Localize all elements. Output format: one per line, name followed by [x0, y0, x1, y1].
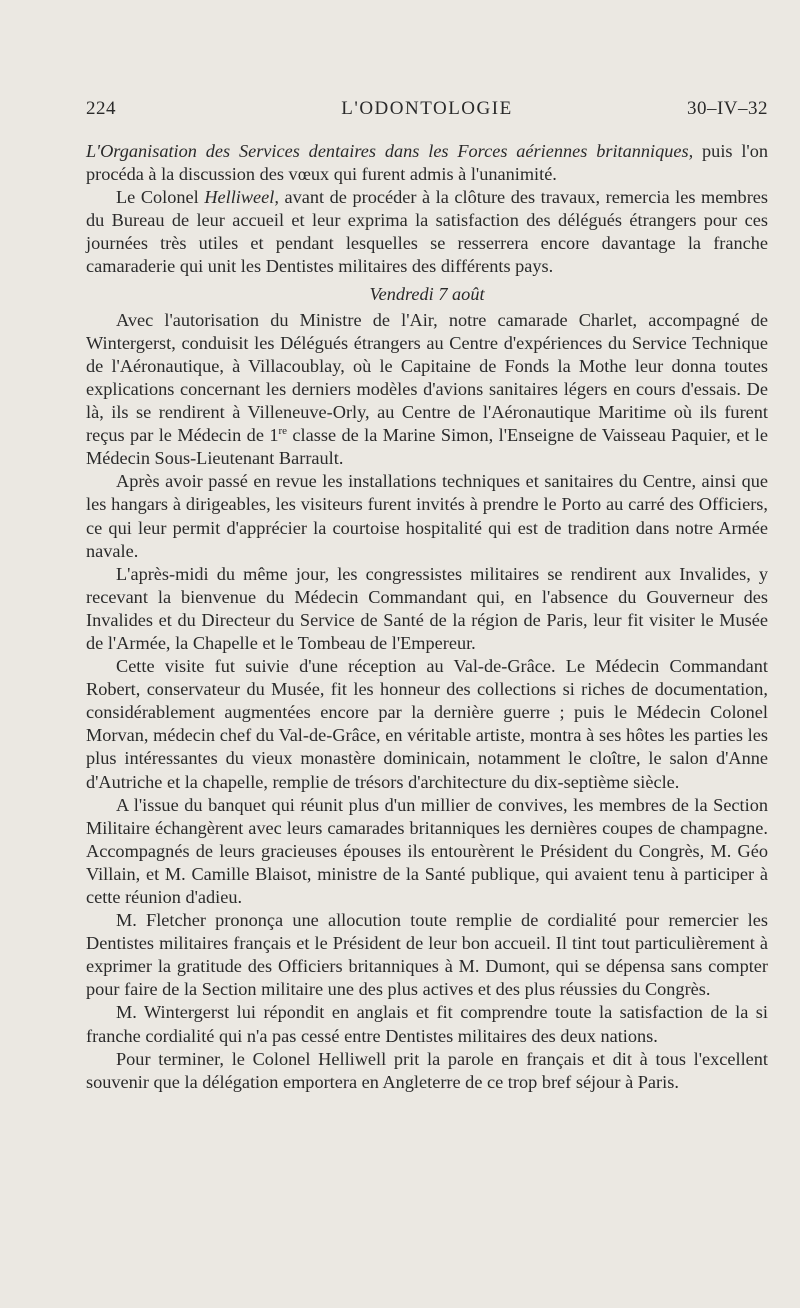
section-heading: Vendredi 7 août: [369, 283, 485, 304]
paragraph: L'après-midi du même jour, les congressistes militaires se rendirent aux Invalides, y recevant la bienvenue du Médecin Commandant qui, en l'absence du Gouverneur des Invalides et du Directeur du Service de Santé de la région de Paris, leur fit visiter le Musée de l'Armée, la Chapelle et le Tombeau de l'Empereur.: [86, 563, 768, 653]
paragraph: M. Fletcher prononça une allocution toute remplie de cordialité pour remercier les Dentistes militaires français et le Président de leur bon accueil. Il tint tout particulièrement à exprimer la gratitude des Officiers britanniques à M. Dumont, qui se dépensa sans compter pour faire de la Section militaire une des plus actives et des plus réussies du Congrès.: [86, 910, 768, 1000]
paragraph: M. Wintergerst lui répondit en anglais et fit comprendre toute la satisfaction de la si franche cordialité qui n'a pas cessé entre Dentistes militaires des deux nations.: [86, 1002, 768, 1046]
page-header: [86, 98, 768, 126]
page-number: 224: [86, 98, 116, 119]
paragraph: [86, 186, 768, 278]
paragraph: [86, 309, 768, 471]
body-text: [86, 140, 768, 1094]
paragraph: Cette visite fut suivie d'une réception au Val-de-Grâce. Le Médecin Commandant Robert, conservateur du Musée, fit les honneur des collections si riches de documentation, considérablement augmentées encore par la dernière guerre ; puis le Médecin Colonel Morvan, médecin chef du Val-de-Grâce, en véritable artiste, montra à ses hôtes les parties les plus intéressantes du vieux monastère dominicain, notamment le cloître, le salon d'Anne d'Autriche et la chapelle, remplie de trésors d'architecture du dix-septième siècle.: [86, 656, 768, 792]
paragraph: [86, 140, 768, 186]
paragraph: Pour terminer, le Colonel Helliwell prit la parole en français et dit à tous l'excellent souvenir que la délégation emportera en Angleterre de ce trop bref séjour à Paris.: [86, 1048, 768, 1092]
paragraph: A l'issue du banquet qui réunit plus d'un millier de convives, les membres de la Section Militaire échangèrent avec leurs camarades britanniques les dernières coupes de champagne. Accompagnés de leurs gracieuses épouses ils entourèrent le Président du Congrès, M. Géo Villain, et M. Camille Blaisot, ministre de la Santé publique, qui avaient tenu à participer à cette réunion d'adieu.: [86, 794, 768, 907]
paragraph: Après avoir passé en revue les installations techniques et sanitaires du Centre, ainsi que les hangars à dirigeables, les visiteurs furent invités à prendre le Porto au carré des Officiers, ce qui leur permit d'apprécier la courtoise hospitalité qui est de tradition dans notre Armée navale.: [86, 471, 768, 561]
running-title: L'ODONTOLOGIE: [341, 98, 513, 119]
person-name: Helliweel,: [204, 187, 279, 208]
superscript: re: [278, 425, 288, 438]
paragraph-text: avant de procéder à la clôture des travaux, remercia les membres du Bureau de leur accueil et leur exprima la satisfaction des délégués étrangers pour ces journées très utiles et pendant lesquelles se resserrera encore davantage la franche camaraderie qui unit les Dentistes militaires des différents pays.: [86, 187, 769, 277]
paragraph-text: classe de la Marine Simon, l'Enseigne de Vaisseau Paquier, et le Médecin Sous-Lieutenant Barrault.: [86, 425, 769, 469]
issue-date: 30–IV–32: [686, 98, 768, 119]
paragraph-text: Le Colonel: [116, 187, 205, 208]
italic-title: L'Organisation des Services dentaires dans les Forces aériennes britanniques,: [86, 141, 694, 161]
paragraph-text: Avec l'autorisation du Ministre de l'Air, notre camarade Charlet, accompagné de Wintergerst, conduisit les Délégués étrangers au Centre d'expériences du Service Technique de l'Aéronautique, à Villacoublay, où le Capitaine de Fonds la Mothe leur donna toutes explications concernant les derniers modèles d'avions sanitaires légers en cours d'essais. De là, ils se rendirent à Villeneuve-Orly, au Centre de l'Aéronautique Maritime où ils furent reçus par le Médecin de 1: [86, 309, 768, 446]
paragraph-text: puis l'on procéda à la discussion des vœux qui furent admis à l'unanimité.: [86, 141, 768, 185]
